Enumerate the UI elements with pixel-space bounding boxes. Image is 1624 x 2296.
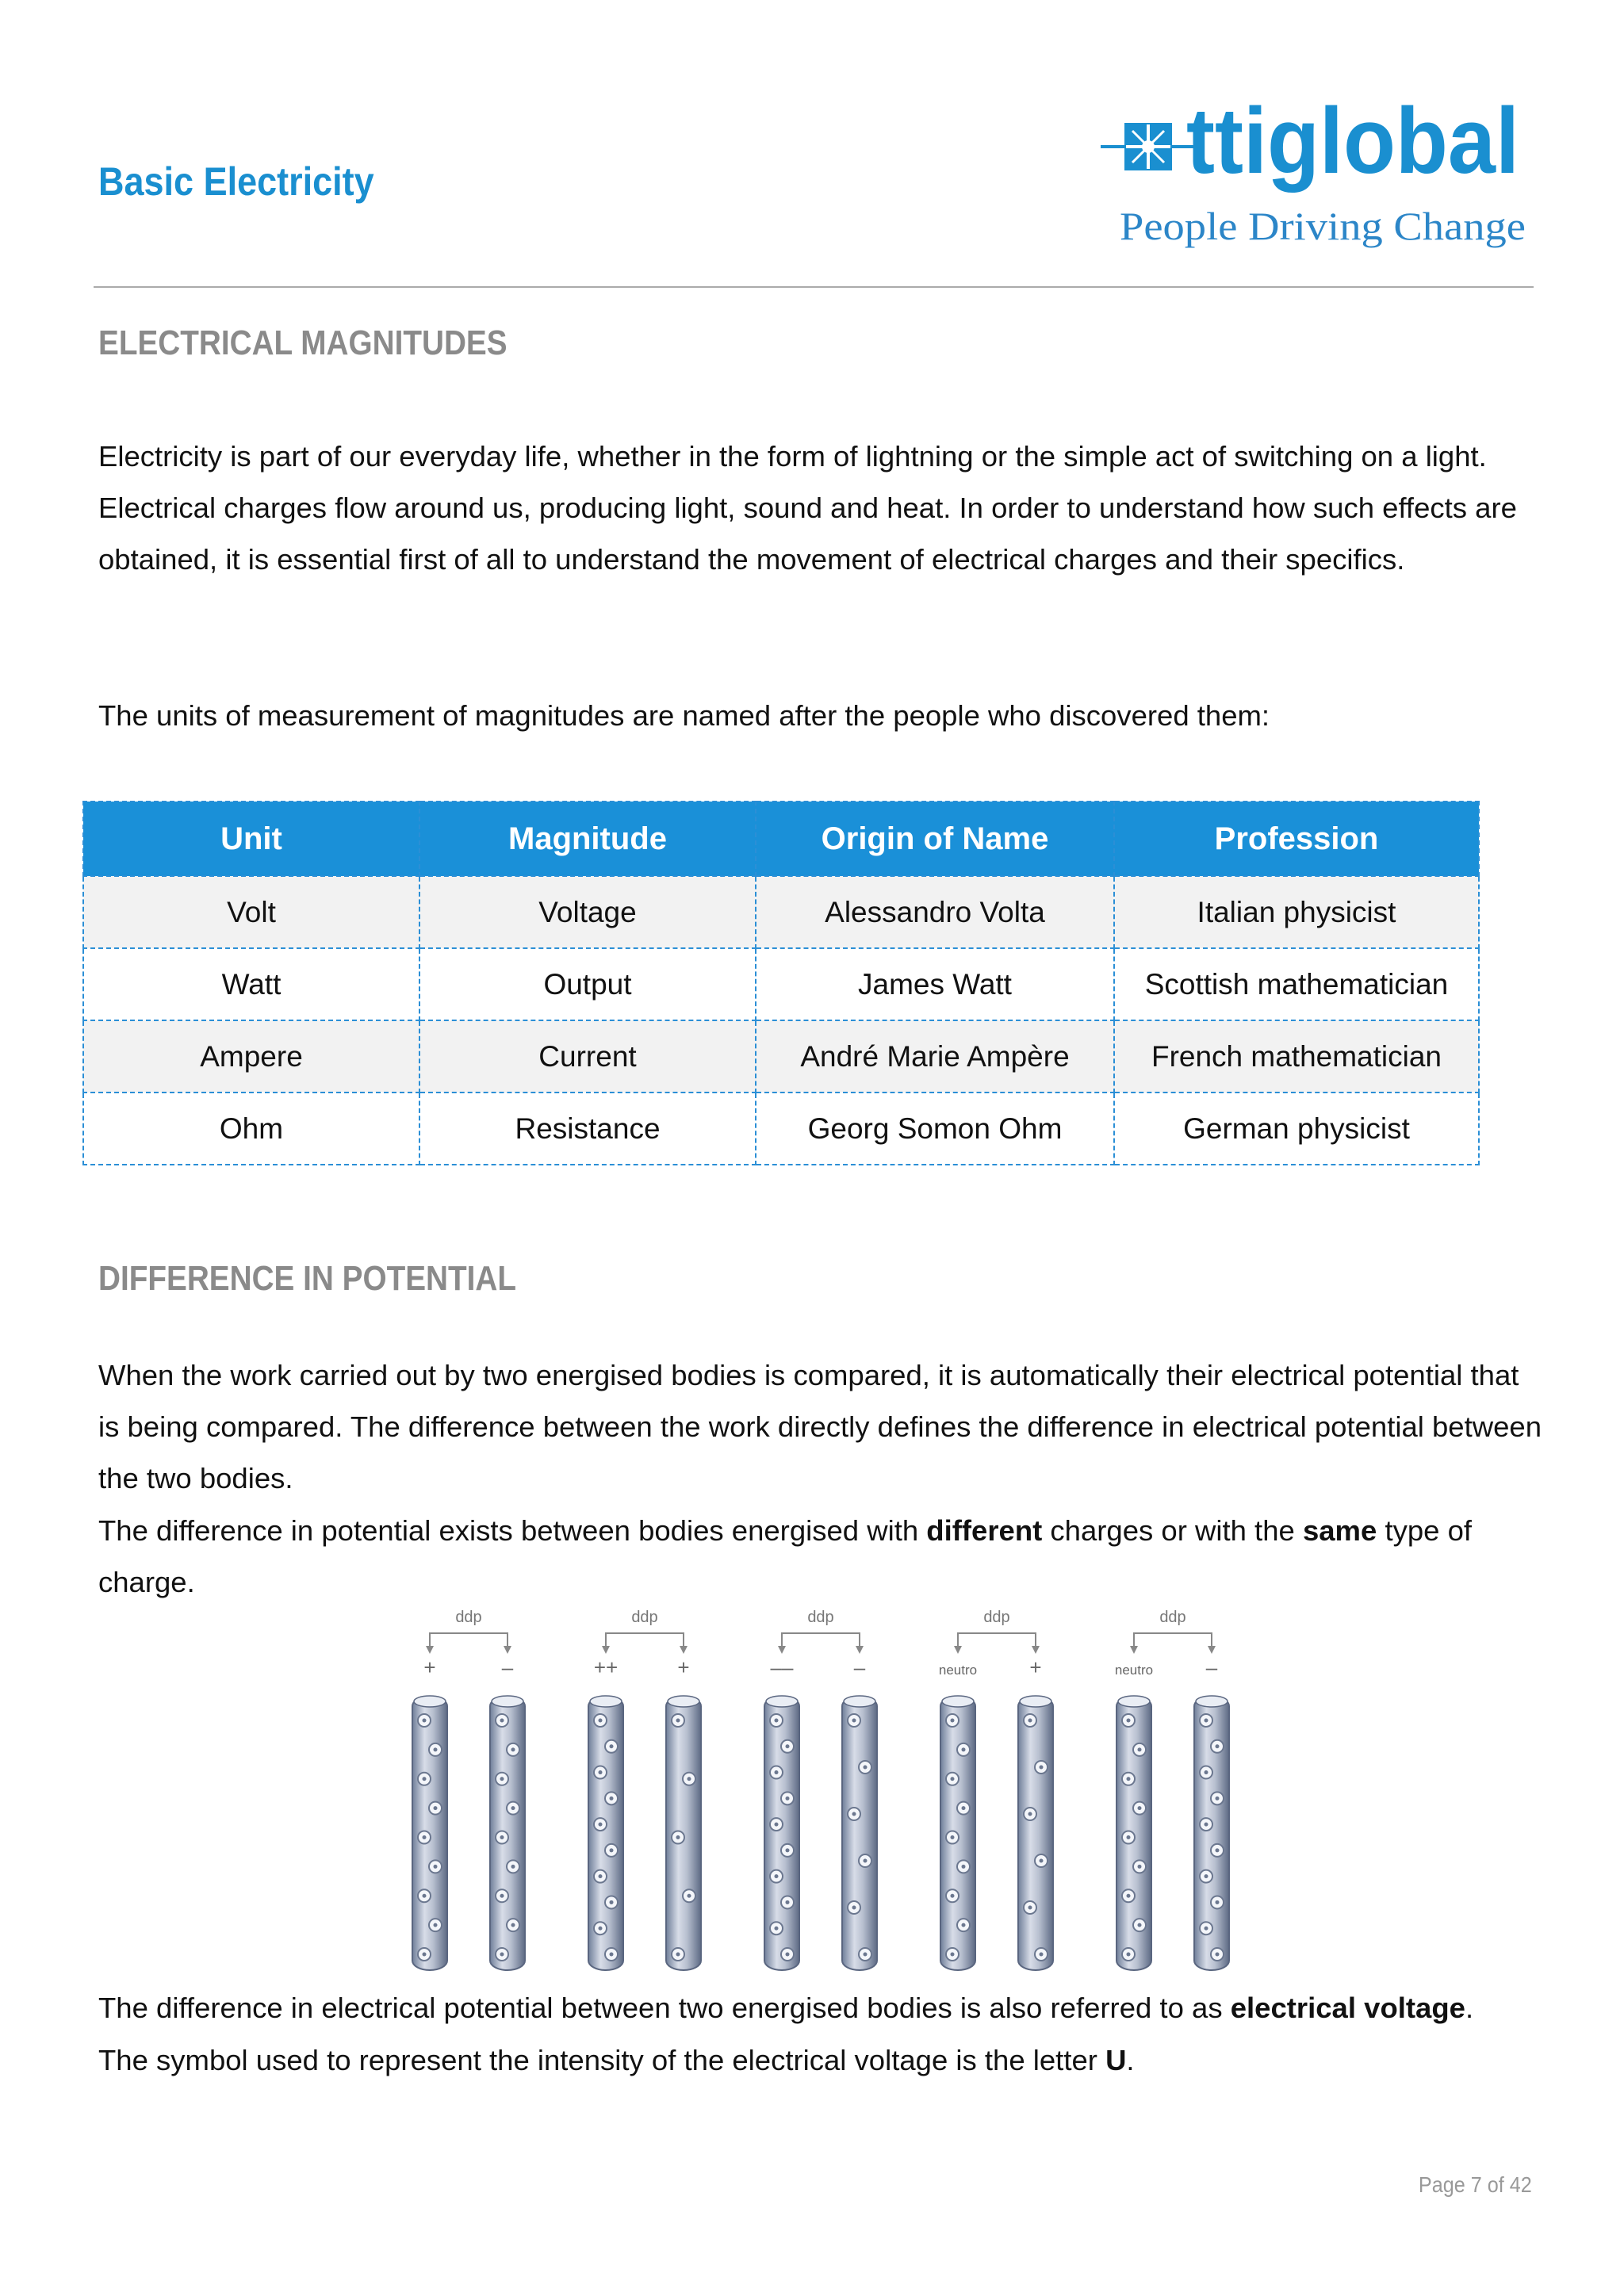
rod-top [1118,1696,1150,1707]
paragraph-intro: Electricity is part of our everyday life, whether in the form of lightning or the simple act of switching on a light. Electrical charges flow around us, producing light, sound and heat. In order to understand how such effects are obtained, it is essential first of all to understand the movement of electrical charges and their specifics. [98,440,1517,576]
charge-particle-dot [1216,1744,1220,1748]
charge-particle-dot [1127,1777,1131,1781]
charge-label-left: neutro [938,1663,978,1678]
arrow-head-icon [778,1646,786,1654]
charge-particle-dot [852,1906,856,1910]
charge-particle-dot [610,1900,614,1904]
logo-text: ttiglobal [1186,89,1519,193]
table-cell: Alessandro Volta [756,876,1114,948]
charge-particle-dot [1216,1900,1220,1904]
ddp-label: ddp [807,1609,834,1626]
table-cell: Volt [83,876,419,948]
table-row [83,1093,1479,1165]
text-run: . [1126,2044,1135,2076]
charge-particle-dot [1040,1859,1044,1863]
charge-particle-dot [599,1874,603,1878]
charge-label-left: + [423,1655,436,1679]
charge-particle-dot [500,1777,504,1781]
charge-particle-dot [864,1953,868,1957]
charge-particle-dot [962,1747,966,1751]
charge-particle-dot [1127,1953,1131,1957]
arrow-head-icon [1208,1646,1216,1654]
charge-particle-dot [511,1806,515,1810]
charge-particle-dot [423,1777,427,1781]
charge-particle-dot [786,1900,790,1904]
bold-text: same [1302,1514,1377,1547]
charge-particle-dot [962,1923,966,1927]
charge-particle-dot [688,1894,691,1898]
charge-particle-dot [1138,1865,1142,1869]
charge-particle-dot [1205,1874,1208,1878]
charge-particle-dot [599,1823,603,1827]
charge-particle-dot [599,1719,603,1723]
paragraph-symbol [98,2034,1542,2086]
ddp-label: ddp [455,1609,482,1626]
charge-particle-dot [676,1835,680,1839]
charge-particle-dot [951,1719,955,1723]
table-cell: Current [419,1020,756,1093]
arrow-head-icon [602,1646,610,1654]
charge-particle-dot [951,1953,955,1957]
logo-tagline: People Driving Change [1120,204,1526,248]
charge-particle-dot [511,1747,515,1751]
text-run: . [1465,1992,1474,2024]
charge-particle-dot [786,1848,790,1852]
charge-particle-dot [1205,1823,1208,1827]
rod-top [1020,1696,1051,1707]
charge-particle-dot [951,1777,955,1781]
ddp-bracket [1134,1633,1212,1651]
table-row [83,876,1479,948]
charge-particle-dot [786,1744,790,1748]
ddp-label: ddp [631,1609,658,1626]
table-cell: German physicist [1114,1093,1479,1165]
charge-label-left: ++ [593,1655,619,1679]
charge-particle-dot [610,1744,614,1748]
charge-particle-dot [1127,1719,1131,1723]
arrow-head-icon [504,1646,511,1654]
charge-particle-dot [610,1848,614,1852]
charge-particle-dot [1138,1747,1142,1751]
doc-title: Basic Electricity [98,159,374,204]
charge-particle-dot [423,1894,427,1898]
page-number: Page 7 of 42 [1419,2172,1532,2197]
table-cell: French mathematician [1114,1020,1479,1093]
charge-particle-dot [852,1719,856,1723]
section-heading-potential: DIFFERENCE IN POTENTIAL [98,1259,517,1298]
charge-particle-dot [1040,1953,1044,1957]
table-header-cell: Profession [1114,802,1479,876]
arrow-head-icon [856,1646,864,1654]
table-cell: Ohm [83,1093,419,1165]
ddp-bracket [782,1633,860,1651]
charge-particle-dot [852,1812,856,1816]
charge-particle-dot [786,1953,790,1957]
charge-particle-dot [610,1797,614,1800]
arrow-head-icon [1032,1646,1040,1654]
charge-particle-dot [599,1770,603,1774]
charge-particle-dot [676,1953,680,1957]
rod-right [1018,1697,1053,1970]
logo-star-icon [1101,123,1196,170]
table-row [83,1020,1479,1093]
charge-particle-dot [434,1747,438,1751]
table-cell: Watt [83,948,419,1020]
table-cell: Scottish mathematician [1114,948,1479,1020]
charge-particle-dot [775,1719,779,1723]
header-divider [94,286,1534,288]
charge-particle-dot [1205,1770,1208,1774]
charge-particle-dot [775,1823,779,1827]
table-cell: Ampere [83,1020,419,1093]
charge-particle-dot [951,1835,955,1839]
table-cell: Voltage [419,876,756,948]
bold-text: different [926,1514,1043,1547]
charge-label-right: – [1205,1655,1218,1679]
charge-particle-dot [1216,1797,1220,1800]
table-row [83,948,1479,1020]
table-header-cell: Magnitude [419,802,756,876]
ddp-bracket [606,1633,684,1651]
charge-particle-dot [1028,1719,1032,1723]
paragraph-units-intro: The units of measurement of magnitudes are named after the people who discovered them: [98,699,1270,732]
charge-particle-dot [500,1894,504,1898]
charge-particle-dot [775,1874,779,1878]
table-cell: Resistance [419,1093,756,1165]
charge-particle-dot [434,1806,438,1810]
charge-label-left: neutro [1114,1663,1154,1678]
table-cell: Georg Somon Ohm [756,1093,1114,1165]
rod-top [1196,1696,1228,1707]
charge-particle-dot [1127,1894,1131,1898]
rod-top [766,1696,798,1707]
arrow-head-icon [954,1646,962,1654]
charge-particle-dot [1028,1906,1032,1910]
text-run: charges or with the [1042,1514,1303,1547]
ddp-bracket [958,1633,1036,1651]
charge-label-right: + [1029,1655,1042,1679]
company-logo [1099,87,1527,262]
charge-particle-dot [864,1859,868,1863]
charge-particle-dot [962,1865,966,1869]
charge-particle-dot [599,1927,603,1931]
table-header-cell: Unit [83,802,419,876]
charge-particle-dot [962,1806,966,1810]
bold-text: U [1105,2044,1127,2076]
charge-particle-dot [1138,1923,1142,1927]
charge-particle-dot [775,1927,779,1931]
table-cell: Italian physicist [1114,876,1479,948]
charge-particle-dot [511,1865,515,1869]
rod-top [942,1696,974,1707]
charge-label-right: – [501,1655,514,1679]
charge-particle-dot [610,1953,614,1957]
charge-label-right: + [677,1655,690,1679]
charge-particle-dot [500,1719,504,1723]
charge-particle-dot [1216,1848,1220,1852]
rod-top [844,1696,875,1707]
arrow-head-icon [426,1646,434,1654]
table-header-cell: Origin of Name [756,802,1114,876]
charge-particle-dot [775,1770,779,1774]
table-cell: André Marie Ampère [756,1020,1114,1093]
charge-particle-dot [434,1865,438,1869]
charge-particle-dot [423,1953,427,1957]
rod-top [414,1696,446,1707]
charge-particle-dot [1205,1719,1208,1723]
rod-top [590,1696,622,1707]
charge-particle-dot [423,1835,427,1839]
charge-particle-dot [500,1835,504,1839]
paragraph-potential-2 [98,1505,1542,1608]
table-header-row [83,802,1479,876]
rod-right [842,1697,877,1970]
charge-label-left: –– [770,1655,794,1679]
text-run: type of charge. [98,1514,1473,1598]
charge-particle-dot [1040,1766,1044,1770]
arrow-head-icon [1130,1646,1138,1654]
charge-particle-dot [1127,1835,1131,1839]
charge-particle-dot [423,1719,427,1723]
charge-particle-dot [688,1777,691,1781]
text-run: The symbol used to represent the intensity of the electrical voltage is the letter [98,2044,1106,2076]
paragraph-voltage [98,1982,1542,2034]
table-cell: Output [419,948,756,1020]
potential-difference-figure [396,1609,1237,1978]
charge-particle-dot [951,1894,955,1898]
rod-top [492,1696,523,1707]
charge-particle-dot [500,1953,504,1957]
charge-label-right: – [853,1655,866,1679]
charge-particle-dot [786,1797,790,1800]
ddp-label: ddp [1159,1609,1186,1626]
charge-particle-dot [1028,1812,1032,1816]
ddp-label: ddp [983,1609,1010,1626]
text-run: The difference in electrical potential between two energised bodies is also referred to as [98,1992,1231,2024]
charge-particle-dot [864,1766,868,1770]
table-cell: James Watt [756,948,1114,1020]
text-run: The difference in potential exists between bodies energised with [98,1514,927,1547]
paragraph-potential-1: When the work carried out by two energised bodies is compared, it is automatically their electrical potential that is being compared. The difference between the work directly defines the difference in electrical potential between the two bodies. [98,1359,1542,1494]
arrow-head-icon [680,1646,688,1654]
units-table [82,801,1480,1165]
charge-particle-dot [676,1719,680,1723]
ddp-bracket [430,1633,508,1651]
charge-particle-dot [434,1923,438,1927]
charge-particle-dot [1216,1953,1220,1957]
bold-text: electrical voltage [1230,1992,1465,2024]
charge-particle-dot [1138,1806,1142,1810]
section-heading-magnitudes: ELECTRICAL MAGNITUDES [98,323,508,362]
rod-top [668,1696,699,1707]
charge-particle-dot [511,1923,515,1927]
charge-particle-dot [1205,1927,1208,1931]
